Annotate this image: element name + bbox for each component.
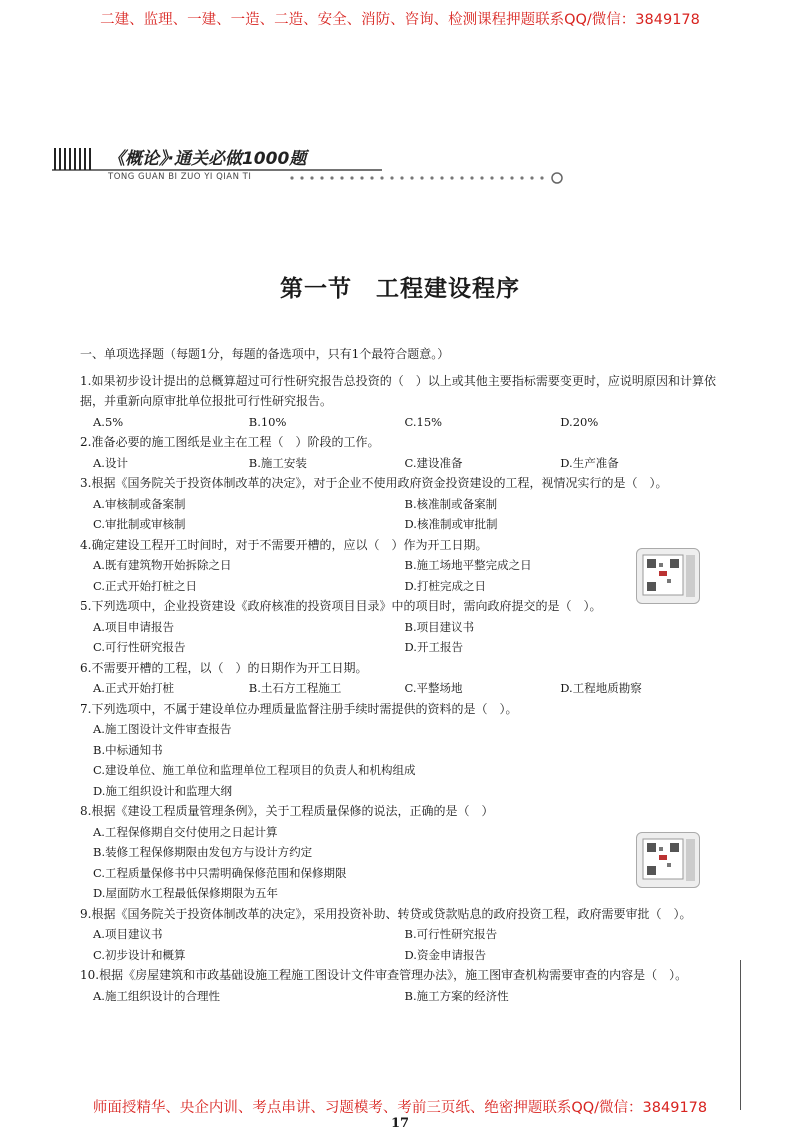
option-a: A.工程保修期自交付使用之日起计算 — [93, 824, 278, 839]
question-stem: 5.下列选项中，企业投资建设《政府核准的投资项目目录》中的项目时，需向政府提交的是（ ）。 — [80, 599, 602, 613]
option-d: D.开工报告 — [404, 640, 463, 654]
option-b: B.核准制或备案制 — [404, 496, 498, 511]
page-edge-line — [740, 960, 741, 1110]
page-number: 17 — [390, 1116, 410, 1131]
option-c: C.正式开始打桩之日 — [93, 578, 198, 593]
book-title: 《概论》·通关必做1000题 — [108, 149, 307, 169]
option-a: A.项目建议书 — [93, 927, 163, 941]
option-b: B.中标通知书 — [93, 742, 163, 757]
question-stem: 10.根据《房屋建筑和市政基础设施工程施工图设计文件审查管理办法》，施工图审查机构需要审查的内容是（ ）。 — [80, 968, 688, 982]
question-list — [80, 344, 716, 1006]
question-4 — [80, 535, 716, 597]
option-c: C.15% — [404, 414, 443, 429]
option-c: C.工程质量保修书中只需明确保修范围和保修期限 — [93, 865, 347, 880]
question-8 — [80, 801, 716, 904]
book-header — [52, 140, 572, 192]
question-stem: 9.根据《国务院关于投资体制改革的决定》，采用投资补助、转贷或贷款贴息的政府投资工程，政府需要审批（ ）。 — [80, 906, 692, 921]
option-b: B.装修工程保修期限由发包方与设计方约定 — [93, 845, 313, 859]
question-stem: 8.根据《建设工程质量管理条例》，关于工程质量保修的说法，正确的是（ ） — [80, 804, 494, 818]
option-a: A.5% — [93, 414, 124, 429]
question-stem: 6.不需要开槽的工程，以（ ）的日期作为开工日期。 — [80, 660, 368, 675]
question-3 — [80, 473, 716, 535]
question-7 — [80, 699, 716, 802]
option-d: D.核准制或审批制 — [404, 517, 498, 531]
option-a: A.既有建筑物开始拆除之日 — [93, 558, 232, 572]
question-2 — [80, 432, 716, 473]
option-c: C.初步设计和概算 — [93, 947, 186, 962]
option-a: A.项目申请报告 — [93, 619, 174, 634]
top-promo-banner: 二建、监理、一建、一造、二造、安全、消防、咨询、检测课程押题联系QQ/微信：3849178 — [100, 12, 700, 28]
option-a: A.施工组织设计的合理性 — [93, 988, 220, 1003]
question-6 — [80, 658, 716, 699]
option-a: A.设计 — [93, 455, 128, 470]
option-b: B.施工安装 — [248, 455, 307, 470]
option-c: C.建设单位、施工单位和监理单位工程项目的负责人和机构组成 — [93, 763, 416, 777]
option-b: B.土石方工程施工 — [248, 681, 342, 695]
question-stem: 4.确定建设工程开工时间时，对于不需要开槽的，应以（ ）作为开工日期。 — [80, 537, 488, 552]
question-1 — [80, 371, 716, 433]
option-b: B.项目建议书 — [404, 619, 475, 634]
qr-code-icon — [636, 832, 700, 888]
question-stem: 7.下列选项中，不属于建设单位办理质量监督注册手续时需提供的资料的是（ ）。 — [80, 701, 518, 716]
qr-code-icon — [636, 548, 700, 604]
question-10 — [80, 965, 716, 1006]
question-stem: 2.准备必要的施工图纸是业主在工程（ ）阶段的工作。 — [80, 435, 380, 449]
option-d: D.工程地质勘察 — [560, 681, 642, 695]
option-a: A.施工图设计文件审查报告 — [93, 722, 232, 736]
option-b: B.施工方案的经济性 — [404, 988, 509, 1003]
option-a: A.审核制或备案制 — [93, 496, 186, 511]
option-b: B.10% — [248, 414, 287, 429]
option-c: C.建设准备 — [404, 455, 463, 470]
question-5 — [80, 596, 716, 658]
bottom-promo-banner: 师面授精华、央企内训、考点串讲、习题模考、考前三页纸、绝密押题联系QQ/微信：3849178 — [92, 1100, 708, 1116]
option-d: D.打桩完成之日 — [404, 578, 486, 593]
option-d: D.屋面防水工程最低保修期限为五年 — [93, 886, 278, 900]
question-9 — [80, 904, 716, 966]
option-d: D.资金申请报告 — [404, 947, 486, 962]
option-c: C.平整场地 — [404, 681, 463, 695]
instructions: 一、单项选择题（每题1分，每题的备选项中，只有1个最符合题意。） — [80, 347, 450, 361]
book-subtitle: TONG GUAN BI ZUO YI QIAN TI — [108, 172, 252, 182]
option-d: D.施工组织设计和监理大纲 — [93, 783, 232, 798]
option-d: D.20% — [560, 414, 599, 429]
option-b: B.可行性研究报告 — [404, 927, 498, 941]
option-c: C.审批制或审核制 — [93, 517, 186, 531]
option-c: C.可行性研究报告 — [93, 640, 186, 654]
section-title: 第一节 工程建设程序 — [280, 275, 520, 302]
option-d: D.生产准备 — [560, 455, 619, 470]
question-stem: 3.根据《国务院关于投资体制改革的决定》，对于企业不使用政府资金投资建设的工程，视情况实行的是（ ）。 — [80, 476, 668, 490]
option-b: B.施工场地平整完成之日 — [404, 558, 532, 572]
question-stem: 1.如果初步设计提出的总概算超过可行性研究报告总投资的（ ）以上或其他主要指标需要变更时，应说明原因和计算依据，并重新向原审批单位报批可行性研究报告。 — [80, 373, 716, 408]
option-a: A.正式开始打桩 — [93, 681, 174, 695]
